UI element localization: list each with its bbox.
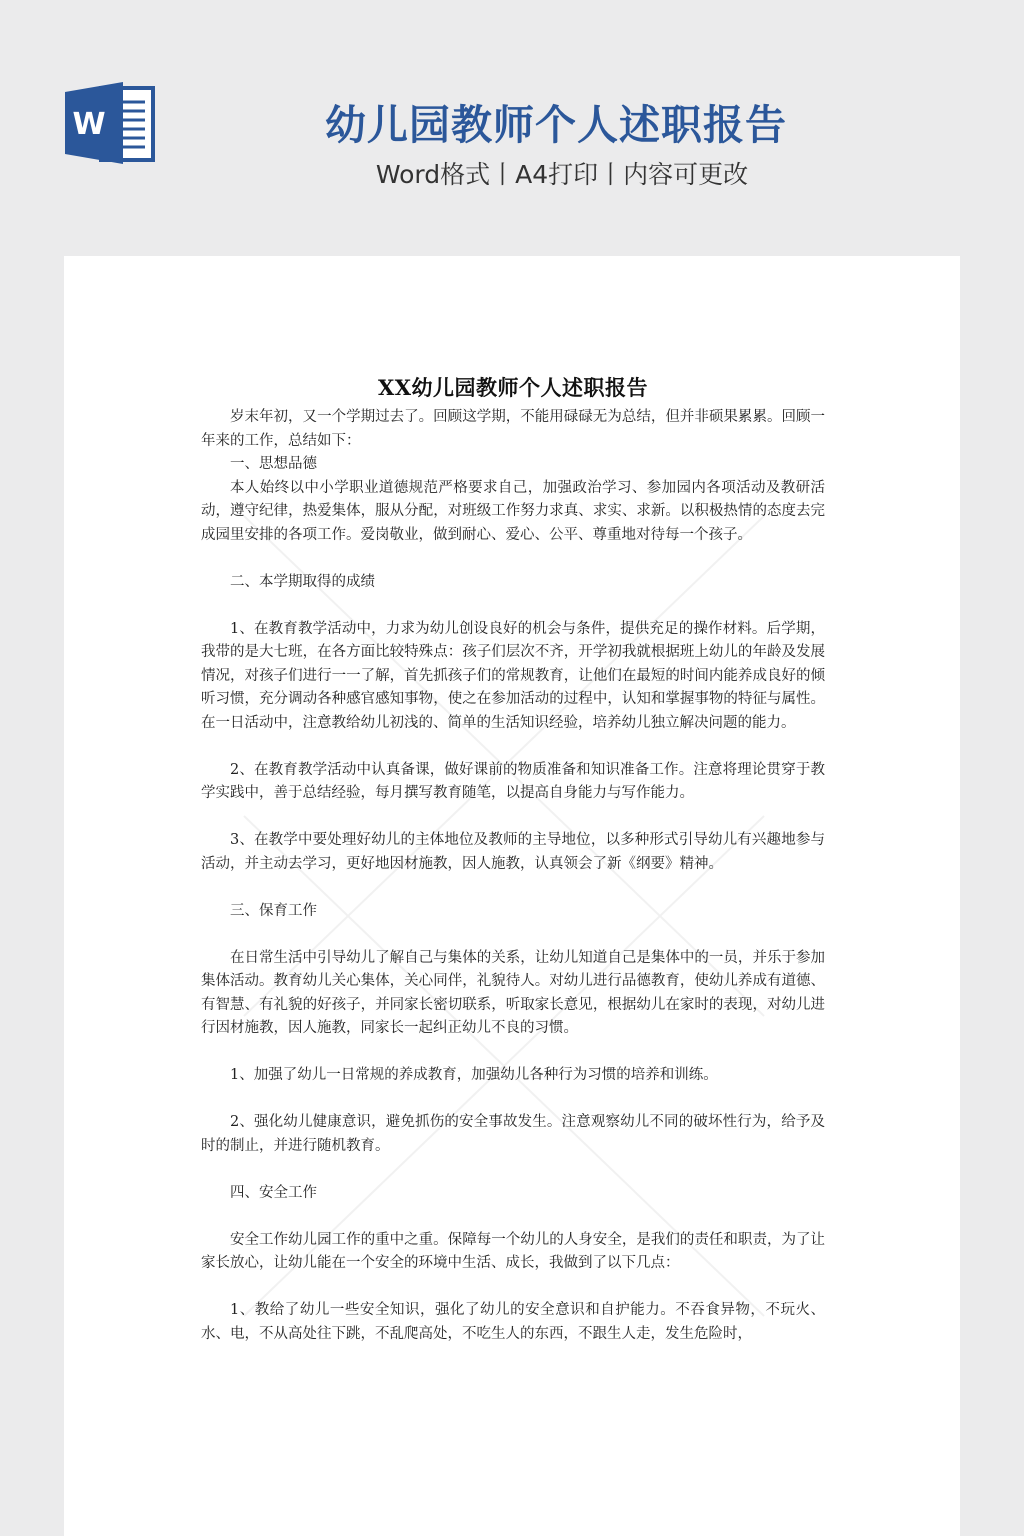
paragraph-care-1: 1、加强了幼儿一日常规的养成教育，加强幼儿各种行为习惯的培养和训练。 (230, 1067, 718, 1083)
paragraph-moral: 本人始终以中小学职业道德规范严格要求自己，加强政治学习、参加园内各项活动及教研活动，遵守纪律，热爱集体，服从分配，对班级工作努力求真、求实、求新。以积极热情的态度去完成园里安排的各项工作。爱岗敬业，做到耐心、爱心、公平、尊重地对待每一个孩子。 (201, 479, 825, 543)
paragraph-achievement-1: 1、在教育教学活动中，力求为幼儿创设良好的机会与条件，提供充足的操作材料。后学期，我带的是大七班，在各方面比较特殊点：孩子们层次不齐，开学初我就根据班上幼儿的年龄及发展情况，对孩子们进行一一了解，首先抓孩子们的常规教育，让他们在最短的时间内能养成良好的倾听习惯，充分调动各种感官感知事物，使之在参加活动的过程中，认知和掌握事物的特征与属性。在一日活动中，注意教给幼儿初浅的、简单的生活知识经验，培养幼儿独立解决问题的能力。 (201, 620, 825, 731)
page-subtitle: Word格式丨A4打印丨内容可更改 (375, 160, 749, 189)
document-body (201, 372, 825, 1346)
document-page (64, 256, 960, 1536)
paragraph-care: 在日常生活中引导幼儿了解自己与集体的关系，让幼儿知道自己是集体中的一员，并乐于参加集体活动。教育幼儿关心集体，关心同伴，礼貌待人。对幼儿进行品德教育，使幼儿养成有道德、有智慧、有礼貌的好孩子，并同家长密切联系，听取家长意见，根据幼儿在家时的表现，对幼儿进行因材施教，因人施教，同家长一起纠正幼儿不良的习惯。 (201, 949, 825, 1036)
heading-safety: 四、安全工作 (230, 1184, 317, 1201)
heading-achievements: 二、本学期取得的成绩 (230, 573, 375, 590)
header (0, 0, 1024, 255)
paragraph-achievement-3: 3、在教学中要处理好幼儿的主体地位及教师的主导地位，以多种形式引导幼儿有兴趣地参与活动，并主动去学习，更好地因材施教，因人施教，认真领会了新《纲要》精神。 (201, 832, 825, 872)
paragraph-safety-1: 1、教给了幼儿一些安全知识，强化了幼儿的安全意识和自护能力。不吞食异物，不玩火、水、电，不从高处往下跳，不乱爬高处，不吃生人的东西，不跟生人走，发生危险时， (201, 1302, 825, 1342)
page-title: 幼儿园教师个人述职报告 (325, 101, 787, 149)
document-title: XX幼儿园教师个人述职报告 (377, 375, 649, 400)
paragraph-achievement-2: 2、在教育教学活动中认真备课，做好课前的物质准备和知识准备工作。注意将理论贯穿于教学实践中，善于总结经验，每月撰写教育随笔，以提高自身能力与写作能力。 (201, 761, 825, 801)
paragraph-care-2: 2、强化幼儿健康意识，避免抓伤的安全事故发生。注意观察幼儿不同的破坏性行为，给予及时的制止，并进行随机教育。 (201, 1114, 825, 1154)
paragraph-safety: 安全工作幼儿园工作的重中之重。保障每一个幼儿的人身安全，是我们的责任和职责，为了让家长放心，让幼儿能在一个安全的环境中生活、成长，我做到了以下几点： (201, 1231, 825, 1271)
word-logo-letter: W (72, 107, 106, 142)
heading-moral: 一、思想品德 (230, 456, 317, 472)
paragraph-intro: 岁末年初，又一个学期过去了。回顾这学期，不能用碌碌无为总结，但并非硕果累累。回顾一年来的工作，总结如下： (201, 409, 825, 449)
heading-care: 三、保育工作 (230, 902, 317, 919)
